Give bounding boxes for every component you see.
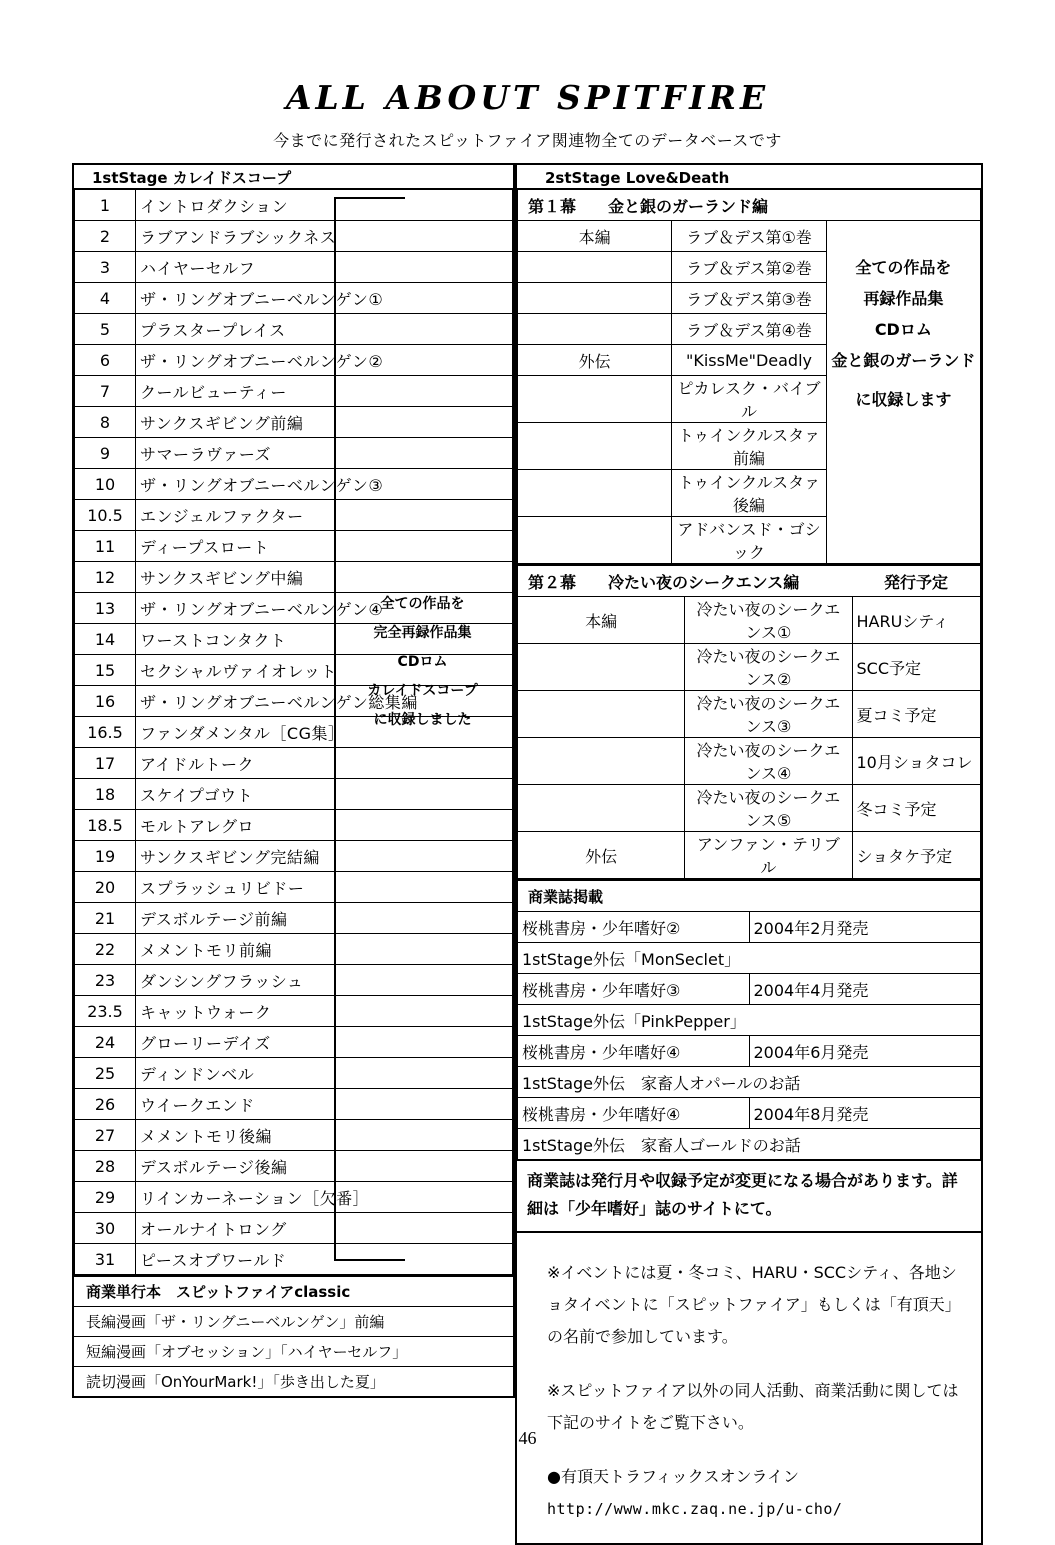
act1-note-line: 全ての作品を: [826, 252, 980, 283]
row-title: 冷たい夜のシークエンス③: [685, 691, 852, 738]
row-status: 冬コミ予定: [852, 785, 981, 832]
row-number: 1: [75, 190, 136, 221]
act1-note-top: [826, 221, 980, 252]
row-title: ウイークエンド: [136, 1089, 513, 1120]
row-date: 2004年4月発売: [749, 974, 981, 1005]
row-title: "KissMe"Deadly: [672, 345, 826, 376]
note-line: カレイドスコープ: [367, 683, 478, 699]
row-title: ハイヤーセルフ: [136, 252, 513, 283]
bottom-box-row: 短編漫画「オブセッション」「ハイヤーセルフ」: [74, 1337, 513, 1367]
table-row: [518, 314, 981, 345]
row-title: 桜桃書房・少年嗜好④: [518, 1036, 750, 1067]
row-title: 1stStage外伝 家畜人オパールのお話: [518, 1067, 981, 1098]
row-label: [518, 644, 685, 691]
table-row: [518, 691, 981, 738]
row-title: トゥインクルスタァ前編: [672, 423, 826, 470]
row-number: 19: [75, 841, 136, 872]
row-title: キャットウォーク: [136, 996, 513, 1027]
left-bracket-graphic: [325, 190, 515, 1290]
row-number: 3: [75, 252, 136, 283]
row-title: ラブ＆デス第①巻: [672, 221, 826, 252]
note-line: 完全再録作品集: [373, 625, 472, 641]
table-row: [518, 283, 981, 314]
row-title: デスボルテージ後編: [136, 1151, 513, 1182]
left-bracket-note: [335, 590, 510, 735]
row-title: 1stStage外伝「PinkPepper」: [518, 1005, 981, 1036]
commercial-header: 商業誌掲載: [518, 881, 981, 912]
left-header: 1stStage カレイドスコープ: [72, 163, 515, 189]
row-number: 7: [75, 376, 136, 407]
row-label: 外伝: [518, 832, 685, 879]
table-row: [518, 912, 981, 943]
row-title: 桜桃書房・少年嗜好③: [518, 974, 750, 1005]
row-title: クールビューティー: [136, 376, 513, 407]
row-number: 24: [75, 1027, 136, 1058]
row-number: 10: [75, 469, 136, 500]
row-date: 2004年8月発売: [749, 1098, 981, 1129]
row-title: ダンシングフラッシュ: [136, 965, 513, 996]
act1-note-line: CDロム: [826, 314, 980, 345]
act2-header-right: 発行予定: [852, 566, 981, 597]
act2-header-row: [518, 566, 981, 597]
row-number: 8: [75, 407, 136, 438]
table-row: [518, 738, 981, 785]
row-title: 冷たい夜のシークエンス①: [685, 597, 852, 644]
act1-table: [517, 189, 981, 564]
row-title: モルトアレグロ: [136, 810, 513, 841]
row-title: ザ・リングオブニーベルンゲン総集編: [136, 686, 513, 717]
row-title: ディープスロート: [136, 531, 513, 562]
row-title: 冷たい夜のシークエンス②: [685, 644, 852, 691]
act1-note-line: 金と銀のガーランド: [826, 345, 980, 376]
row-title: プラスタープレイス: [136, 314, 513, 345]
row-number: 14: [75, 624, 136, 655]
act1-note-line: 再録作品集: [826, 283, 980, 314]
table-row: [518, 597, 981, 644]
act2-table: [517, 565, 981, 879]
row-title: ザ・リングオブニーベルンゲン③: [136, 469, 513, 500]
row-label: [518, 691, 685, 738]
table-row: [518, 943, 981, 974]
final-para-2: ※スピットファイア以外の同人活動、商業活動に関しては下記のサイトをご覧下さい。: [547, 1381, 959, 1432]
row-number: 21: [75, 903, 136, 934]
table-row: [518, 376, 981, 423]
table-row: [518, 832, 981, 879]
row-number: 31: [75, 1244, 136, 1275]
row-title: 桜桃書房・少年嗜好④: [518, 1098, 750, 1129]
commercial-table: [517, 880, 981, 1160]
act2-block: [515, 564, 983, 879]
row-label: 本編: [518, 597, 685, 644]
right-column: [515, 163, 983, 1545]
act1-block: [515, 189, 983, 564]
note-line: 全ての作品を: [380, 596, 465, 612]
row-number: 2: [75, 221, 136, 252]
row-title: 桜桃書房・少年嗜好②: [518, 912, 750, 943]
row-title: ラブ＆デス第③巻: [672, 283, 826, 314]
row-title: 冷たい夜のシークエンス⑤: [685, 785, 852, 832]
row-number: 12: [75, 562, 136, 593]
table-row: [518, 345, 981, 376]
row-label: [518, 470, 672, 517]
row-label: [518, 252, 672, 283]
left-bottom-box: [72, 1277, 515, 1398]
row-status: ショタケ予定: [852, 832, 981, 879]
row-number: 18: [75, 779, 136, 810]
row-status: SCC予定: [852, 644, 981, 691]
row-number: 13: [75, 593, 136, 624]
act1-note-line: [826, 470, 980, 517]
row-label: [518, 423, 672, 470]
row-title: スプラッシュリビドー: [136, 872, 513, 903]
table-row: [518, 1098, 981, 1129]
row-number: 27: [75, 1120, 136, 1151]
act2-header: 第２幕 冷たい夜のシークエンス編: [518, 566, 853, 597]
table-row: [518, 974, 981, 1005]
page-title: ALL ABOUT SPITFIRE: [285, 78, 770, 117]
row-label: [518, 738, 685, 785]
row-number: 26: [75, 1089, 136, 1120]
row-title: デスボルテージ前編: [136, 903, 513, 934]
row-number: 20: [75, 872, 136, 903]
bottom-box-row: 読切漫画「OnYourMark!」「歩き出した夏」: [86, 1373, 385, 1391]
row-status: HARUシティ: [852, 597, 981, 644]
row-title: ザ・リングオブニーベルンゲン①: [136, 283, 513, 314]
row-title: ラブ＆デス第②巻: [672, 252, 826, 283]
row-number: 9: [75, 438, 136, 469]
row-title: スケイプゴウト: [136, 779, 513, 810]
row-title: ラブ＆デス第④巻: [672, 314, 826, 345]
row-status: 夏コミ予定: [852, 691, 981, 738]
act1-note-line: に収録します: [826, 376, 980, 423]
table-row: [518, 1005, 981, 1036]
row-number: 11: [75, 531, 136, 562]
row-title: メメントモリ前編: [136, 934, 513, 965]
bottom-box-header: 商業単行本 スピットファイアclassic: [74, 1277, 513, 1307]
row-title: リインカーネーション［欠番］: [136, 1182, 513, 1213]
row-number: 4: [75, 283, 136, 314]
table-row: [518, 221, 981, 252]
right-header: 2stStage Love&Death: [515, 163, 983, 189]
row-label: 本編: [518, 221, 672, 252]
commercial-block: [515, 879, 983, 1160]
row-number: 28: [75, 1151, 136, 1182]
row-title: ザ・リングオブニーベルンゲン④: [136, 593, 513, 624]
row-title: ディンドンベル: [136, 1058, 513, 1089]
row-title: 1stStage外伝「MonSeclet」: [518, 943, 981, 974]
row-title: イントロダクション: [136, 190, 513, 221]
row-title: アイドルトーク: [136, 748, 513, 779]
row-status: 10月ショタコレ: [852, 738, 981, 785]
row-title: トゥインクルスタァ後編: [672, 470, 826, 517]
row-title: ファンダメンタル［CG集］: [136, 717, 513, 748]
table-row: [518, 252, 981, 283]
bottom-box-row: 長編漫画「ザ・リングニーベルンゲン」前編: [74, 1307, 513, 1337]
row-number: 22: [75, 934, 136, 965]
table-row: [518, 1129, 981, 1160]
act1-header-row: [518, 190, 981, 221]
row-title: サマーラヴァーズ: [136, 438, 513, 469]
page-subtitle: 今までに発行されたスピットファイア関連物全てのデータベースです: [273, 131, 782, 150]
row-title: サンクスギビング前編: [136, 407, 513, 438]
row-number: 30: [75, 1213, 136, 1244]
act1-note-line: [826, 423, 980, 470]
commercial-header-row: [518, 881, 981, 912]
row-label: [518, 283, 672, 314]
table-row: [518, 517, 981, 564]
row-title: ワーストコンタクト: [136, 624, 513, 655]
row-number: 23.5: [75, 996, 136, 1027]
row-title: メメントモリ後編: [136, 1120, 513, 1151]
row-number: 25: [75, 1058, 136, 1089]
row-date: 2004年6月発売: [749, 1036, 981, 1067]
row-number: 18.5: [75, 810, 136, 841]
row-date: 2004年2月発売: [749, 912, 981, 943]
row-title: ザ・リングオブニーベルンゲン②: [136, 345, 513, 376]
site-url[interactable]: http://www.mkc.zaq.ne.jp/u-cho/: [547, 1500, 843, 1518]
row-label: [518, 376, 672, 423]
table-row: [518, 1036, 981, 1067]
row-title: ラブアンドラブシックネス: [136, 221, 513, 252]
row-number: 6: [75, 345, 136, 376]
note-line: CDロム: [397, 654, 448, 670]
row-title: エンジェルファクター: [136, 500, 513, 531]
row-number: 16: [75, 686, 136, 717]
act1-header: 第１幕 金と銀のガーランド編: [518, 190, 981, 221]
site-name: ●有頂天トラフィックスオンライン: [547, 1467, 800, 1486]
row-number: 10.5: [75, 500, 136, 531]
row-title: ピカレスク・バイブル: [672, 376, 826, 423]
row-label: [518, 517, 672, 564]
row-title: オールナイトロング: [136, 1213, 513, 1244]
row-number: 5: [75, 314, 136, 345]
act1-note-bottom: [826, 517, 980, 564]
table-row: [518, 1067, 981, 1098]
row-title: サンクスギビング中編: [136, 562, 513, 593]
row-title: サンクスギビング完結編: [136, 841, 513, 872]
note-line: に収録しました: [373, 712, 472, 728]
row-number: 29: [75, 1182, 136, 1213]
table-row: [518, 423, 981, 470]
row-number: 16.5: [75, 717, 136, 748]
row-title: アンファン・テリブル: [685, 832, 852, 879]
page-number: 46: [518, 1428, 537, 1448]
table-row: [518, 785, 981, 832]
table-row: [518, 644, 981, 691]
row-number: 15: [75, 655, 136, 686]
row-title: 1stStage外伝 家畜人ゴールドのお話: [518, 1129, 981, 1160]
row-title: 冷たい夜のシークエンス④: [685, 738, 852, 785]
row-number: 17: [75, 748, 136, 779]
table-row: [518, 470, 981, 517]
row-label: [518, 314, 672, 345]
final-para-1: ※イベントには夏・冬コミ、HARU・SCCシティ、各地ショタイベントに「スピットファイア」もしくは「有頂天」の名前で参加しています。: [547, 1263, 961, 1346]
row-title: グローリーデイズ: [136, 1027, 513, 1058]
commercial-note: 商業誌は発行月や収録予定が変更になる場合があります。詳細は「少年嗜好」誌のサイトにて。: [515, 1160, 983, 1233]
row-title: アドバンスド・ゴシック: [672, 517, 826, 564]
row-title: ピースオブワールド: [136, 1244, 513, 1275]
row-number: 23: [75, 965, 136, 996]
row-label: [518, 785, 685, 832]
final-notes-box: [515, 1233, 983, 1545]
row-label: 外伝: [518, 345, 672, 376]
row-title: セクシャルヴァイオレット: [136, 655, 513, 686]
